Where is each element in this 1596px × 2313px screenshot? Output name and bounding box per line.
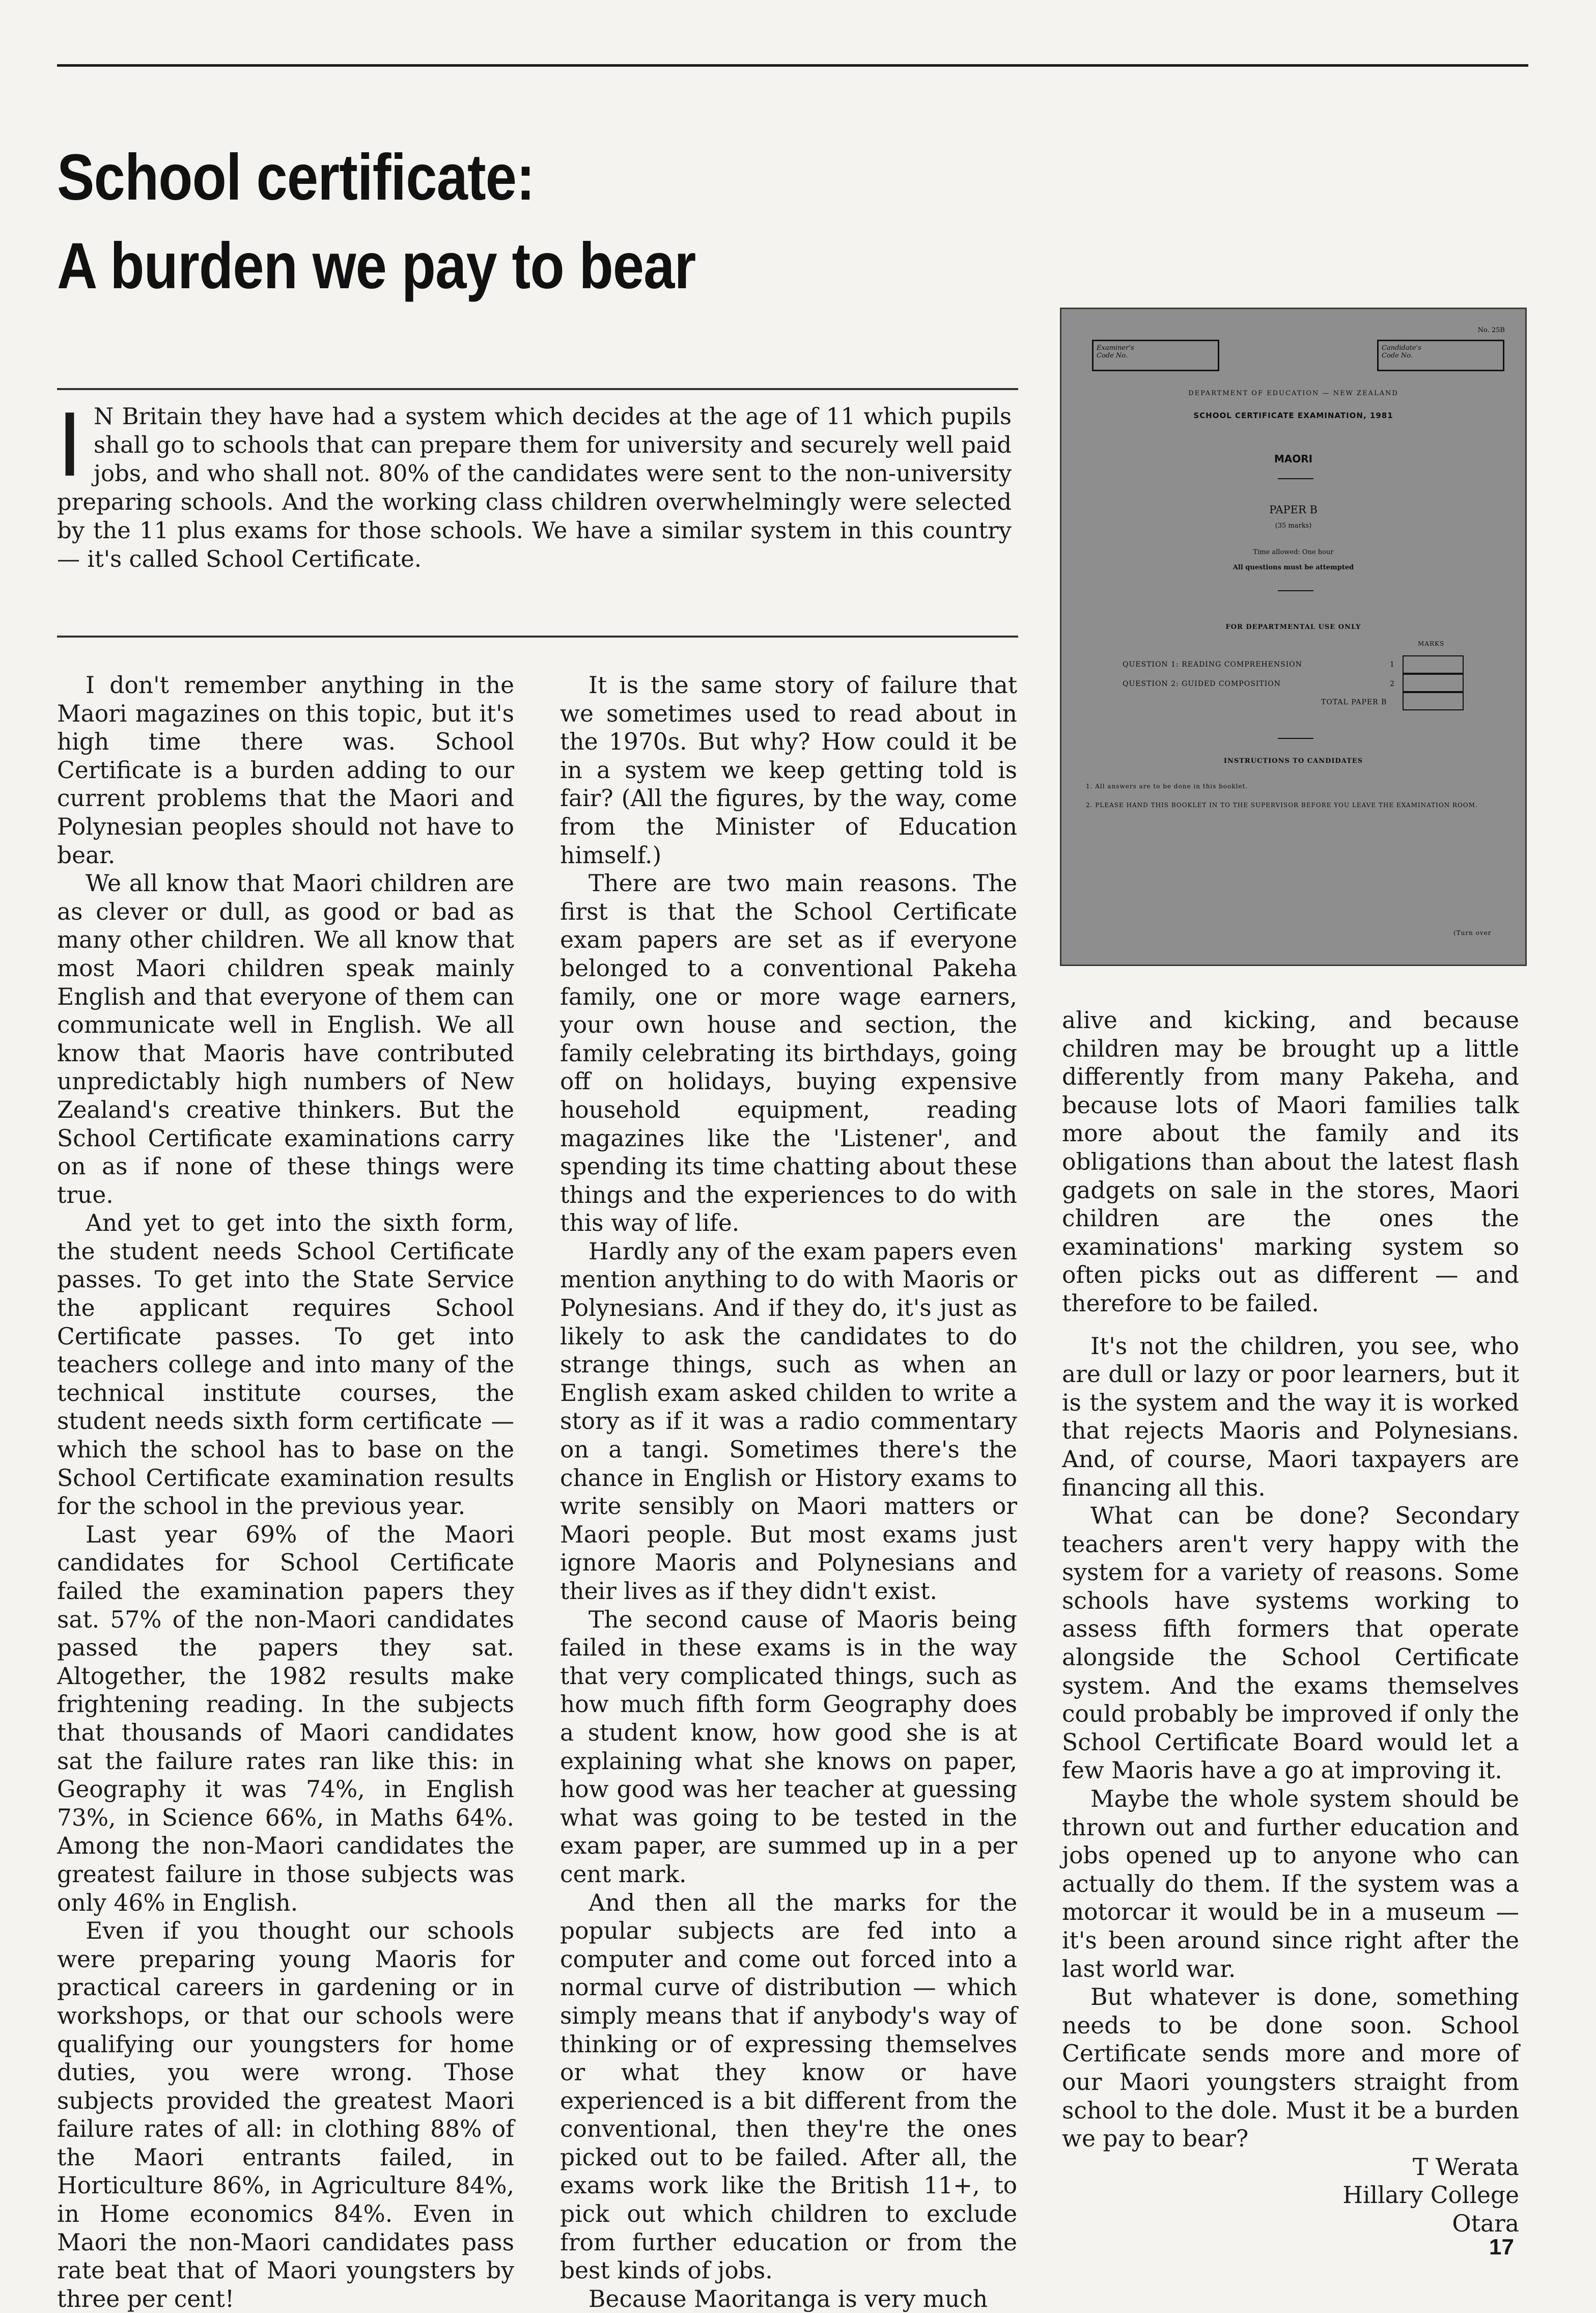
intro-rule-bottom bbox=[57, 636, 1018, 638]
examiner-code-box bbox=[1092, 340, 1219, 371]
col1-paragraph: I don't remember anything in the Maori magazines on this topic, but it's high time there was. School Certificate is a burden adding to our current problems that the Maori and Polynesian peoples should not have to bear. bbox=[57, 672, 514, 869]
paper-number: No. 25B bbox=[1477, 326, 1505, 334]
intro-paragraph bbox=[57, 393, 1012, 573]
column-3 bbox=[1062, 1006, 1519, 2238]
subject: MAORI bbox=[1274, 453, 1313, 465]
col3-paragraph: Maybe the whole system should be thrown out and further education and jobs opened up to anyone who can actually do them. If the system was a motorcar it would be in a museum — it's been around since right after the last world war. bbox=[1062, 1785, 1519, 1982]
article-title bbox=[57, 133, 696, 311]
marks-box-q2 bbox=[1403, 674, 1464, 692]
divider bbox=[1278, 478, 1313, 479]
col1-paragraph: Even if you thought our schools were preparing young Maoris for practical careers in gardening or in workshops, or that our schools were qualifying our youngsters for home duties, you were wrong. Those subjects provided the greatest Maori failure rates of all: in clothing 88% of the Maori entrants failed, in Horticulture 86%, in Agriculture 84%, in Home economics 84%. Even in Maori the non-Maori candidates pass rate beat that of Maori youngsters by three per cent! bbox=[57, 1917, 514, 2312]
col2-paragraph: Hardly any of the exam papers even mention anything to do with Maoris or Polynesians. And if they do, it's just as likely to ask the candidates to do strange things, such as when an English exam asked childen to write a story as if it was a radio commentary on a tangi. Sometimes there's the chance in English or History exams to write sensibly on Maori matters or Maori people. But most exams just ignore Maoris and Polynesians and their lives as if they didn't exist. bbox=[560, 1237, 1017, 1605]
total-paper: TOTAL PAPER B bbox=[1321, 698, 1387, 706]
marks-label: MARKS bbox=[1418, 640, 1445, 647]
top-rule bbox=[57, 64, 1528, 67]
departmental-use: FOR DEPARTMENTAL USE ONLY bbox=[1225, 623, 1361, 631]
intro-text: N Britain they have had a system which decides at the age of 11 which pupils shall go to schools that can prepare them for university and securely well paid jobs, and who shall not. 80% of the candidates were sent to the non-university preparing schools. And the working class children overwhelmingly were selected by the 11 plus exams for those schools. We have a similar system in this country — it's called School Certificate. bbox=[57, 403, 1012, 572]
instruction-1: 1. All answers are to be done in this booklet. bbox=[1086, 783, 1248, 790]
column-2 bbox=[560, 671, 1017, 2313]
title-line-1: School certificate: bbox=[57, 141, 535, 214]
column-1 bbox=[57, 671, 514, 2313]
author-name: T Werata bbox=[1412, 2153, 1519, 2181]
question-1-number: 1 bbox=[1390, 660, 1395, 669]
title-line-2: A burden we pay to bear bbox=[57, 230, 696, 302]
marks-total: (35 marks) bbox=[1275, 522, 1312, 530]
col3-paragraph: But whatever is done, something needs to be done soon. School Certificate sends more and more of our Maori youngsters straight from school to the dole. Must it be a burden we pay to bear? bbox=[1062, 1984, 1519, 2153]
divider bbox=[1278, 738, 1313, 739]
marks-box-q1 bbox=[1403, 655, 1464, 674]
candidate-code-label: Candidate's Code No. bbox=[1382, 344, 1421, 360]
time-allowed: Time allowed: One hour bbox=[1253, 548, 1334, 556]
drop-cap: I bbox=[57, 393, 83, 495]
col2-paragraph: It is the same story of failure that we sometimes used to read about in the 1970s. But why? How could it be in a system we keep getting told is fair? (All the figures, by the way, come from the Minister of Education himself.) bbox=[560, 672, 1017, 869]
intro-rule-top bbox=[57, 388, 1018, 390]
col1-paragraph: And yet to get into the sixth form, the student needs School Certificate passes. To get into the State Service the applicant requires School Certificate passes. To get into teachers college and into many of the technical institute courses, the student needs sixth form certificate — which the school has to base on the School Certificate examination results for the school in the previous year. bbox=[57, 1209, 514, 1520]
paper-label: PAPER B bbox=[1269, 504, 1318, 516]
page-number: 17 bbox=[1489, 2235, 1514, 2260]
exam-title: SCHOOL CERTIFICATE EXAMINATION, 1981 bbox=[1193, 411, 1393, 420]
col3-paragraph: It's not the children, you see, who are dull or lazy or poor learners, but it is the system and the way it is worked that rejects Maoris and Polynesians. And, of course, Maori taxpayers are financing all this. bbox=[1062, 1332, 1519, 1501]
author-school: Hillary College bbox=[1342, 2182, 1519, 2209]
turn-over: (Turn over bbox=[1453, 929, 1492, 937]
department-name: DEPARTMENT OF EDUCATION — NEW ZEALAND bbox=[1188, 390, 1398, 397]
col2-paragraph: There are two main reasons. The first is that the School Certificate exam papers are set as if everyone belonged to a conventional Pakeha family, one or more wage earners, your own house and section, the family celebrating its birthdays, going off on holidays, buying expensive household equipment, reading magazines like the 'Listener', and spending its time chatting about these things and the experiences to do with this way of life. bbox=[560, 870, 1017, 1237]
attempt-all: All questions must be attempted bbox=[1233, 564, 1354, 571]
divider bbox=[1278, 590, 1313, 591]
col3-paragraph: What can be done? Secondary teachers aren't very happy with the system for a variety of reasons. Some schools have systems working to assess fifth formers that operate alongside the School Certificate system. And the exams themselves could probably be improved if only the School Certificate Board would let a few Maoris have a go at improving it. bbox=[1062, 1502, 1519, 1784]
col1-paragraph: Last year 69% of the Maori candidates for School Certificate failed the examination papers they sat. 57% of the non-Maori candidates passed the papers they sat. Altogether, the 1982 results make frightening reading. In the subjects that thousands of Maori candidates sat the failure rates ran like this: in Geography it was 74%, in English 73%, in Science 66%, in Maths 64%. Among the non-Maori candidates the greatest failure in those subjects was only 46% in English. bbox=[57, 1521, 514, 1916]
col1-paragraph: We all know that Maori children are as clever or dull, as good or bad as many other children. We all know that most Maori children speak mainly English and that everyone of them can communicate well in English. We all know that Maoris have contributed unpredictably high numbers of New Zealand's creative thinkers. But the School Certificate examinations carry on as if none of these things were true. bbox=[57, 870, 514, 1208]
question-1: QUESTION 1: READING COMPREHENSION bbox=[1123, 660, 1302, 669]
question-2: QUESTION 2: GUIDED COMPOSITION bbox=[1123, 680, 1281, 688]
candidate-code-box bbox=[1377, 340, 1504, 371]
author-place: Otara bbox=[1452, 2210, 1519, 2237]
exam-paper-photo bbox=[1060, 308, 1527, 966]
col2-paragraph: The second cause of Maoris being failed in these exams is in the way that very complicated things, such as how much fifth form Geography does a student know, how good she is at explaining what she knows on paper, how good was her teacher at guessing what was going to be tested in the exam paper, are summed up in a per cent mark. bbox=[560, 1606, 1017, 1888]
examiner-code-label: Examiner's Code No. bbox=[1097, 344, 1134, 360]
col2-paragraph: Because Maoritanga is very much bbox=[589, 2285, 988, 2312]
instruction-2: 2. PLEASE HAND THIS BOOKLET IN TO THE SUPERVISOR BEFORE YOU LEAVE THE EXAMINATION ROOM. bbox=[1086, 802, 1478, 809]
instructions-heading: INSTRUCTIONS TO CANDIDATES bbox=[1223, 757, 1363, 765]
question-2-number: 2 bbox=[1390, 680, 1395, 688]
col2-paragraph: And then all the marks for the popular subjects are fed into a computer and come out forced into a normal curve of distribution — which simply means that if anybody's way of thinking or of expressing themselves or what they know or have experienced is a bit different from the conventional, then they're the ones picked out to be failed. After all, the exams work like the British 11+, to pick out which children to exclude from further education or from the best kinds of jobs. bbox=[560, 1889, 1017, 2284]
marks-box-total bbox=[1403, 692, 1464, 710]
col3-paragraph: alive and kicking, and because children may be brought up a little differently from many Pakeha, and because lots of Maori families talk more about the family and its obligations than about the latest flash gadgets on sale in the stores, Maori children are the ones the examinations' marking system so often picks out as different — and therefore to be failed. bbox=[1062, 1007, 1519, 1317]
